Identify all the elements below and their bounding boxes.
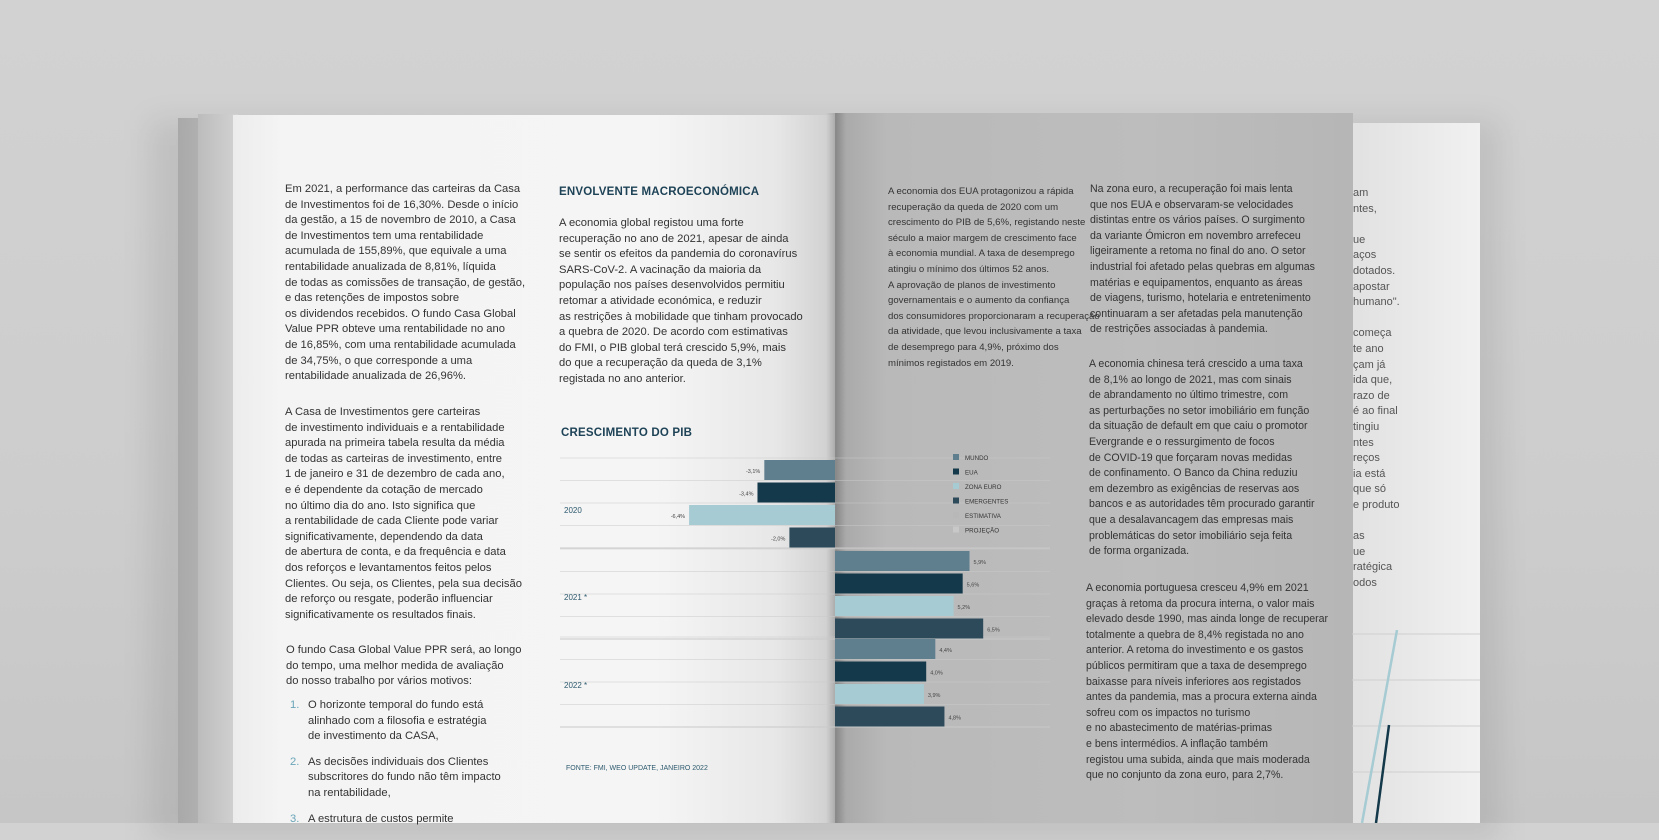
- text-line: de Investimentos foi de 16,30%. Desde o início: [285, 198, 519, 211]
- back-page-fragment: odos: [1353, 577, 1377, 589]
- list-item-line: subscritores do fundo não têm impacto: [308, 771, 501, 784]
- back-page-fragment: ia está: [1353, 467, 1386, 480]
- text-line: no último dia do ano. Isto significa que: [285, 499, 476, 512]
- text-line: de forma organizada.: [1089, 545, 1190, 558]
- list-item: [290, 812, 538, 828]
- text-line: de 8,1% ao longo de 2021, mas com sinais: [1089, 373, 1292, 386]
- back-page-fragment: ntes,: [1353, 202, 1377, 215]
- text-line: dos reforços e levantamentos feitos pelos: [285, 561, 492, 574]
- bar-value-label: 4,8%: [948, 715, 961, 722]
- legend-swatch: [953, 454, 959, 460]
- text-line: do tempo, uma melhor medida de avaliação: [286, 659, 504, 672]
- text-line: de 34,75%, o que corresponde a uma: [285, 354, 473, 367]
- text-line: significativamente os resultados finais.: [285, 608, 476, 621]
- text-line: de abertura de conta, e da frequência e data: [285, 546, 506, 559]
- text-line: os dividendos recebidos. O fundo Casa Global: [285, 307, 516, 320]
- text-line: A economia global registou uma forte: [559, 217, 744, 229]
- text-line: recuperação no ano de 2021, apesar de ainda: [559, 232, 789, 245]
- text-line: públicos permitiram que a taxa de desemprego: [1086, 659, 1307, 672]
- bar-value-label: 4,4%: [939, 648, 952, 654]
- back-page-fragment: e produto: [1353, 499, 1400, 511]
- text-line: e bens intermédios. A inflação também: [1086, 737, 1268, 750]
- list-number: 3.: [290, 812, 300, 825]
- text-line: A Casa de Investimentos gere carteiras: [285, 406, 481, 418]
- text-line: dos consumidores proporcionaram a recuperação: [888, 310, 1100, 322]
- list-item-line: alinhado com a filosofia e estratégia: [308, 714, 487, 727]
- text-line: e no abastecimento de matérias-primas: [1086, 722, 1273, 735]
- back-page-fragment: ue: [1353, 233, 1366, 246]
- list-item-line: de investimento da CASA,: [308, 730, 439, 743]
- legend-swatch: [953, 483, 959, 489]
- bar: [835, 684, 924, 704]
- bar-value-label: -2,0%: [771, 536, 786, 543]
- text-line: totalmente a quebra de 8,4% registada no ano: [1086, 628, 1304, 641]
- usa-paragraph: [888, 184, 1100, 371]
- group-label: 2021 *: [564, 593, 588, 602]
- text-line: Evergrande e o ressurgimento de focos: [1089, 435, 1275, 448]
- legend-label: PROJEÇÃO: [965, 527, 1000, 535]
- back-page-fragment: dotados.: [1353, 265, 1396, 277]
- back-page-fragment: tingiu: [1353, 421, 1380, 433]
- text-line: rentabilidade anualizada de 26,96%.: [285, 370, 467, 383]
- text-line: de viagens, turismo, hotelaria e entretenimento: [1090, 292, 1311, 305]
- text-line: se sentir os efeitos da pandemia do coronavírus: [559, 248, 798, 261]
- group-label: 2020: [564, 506, 582, 515]
- text-line: O fundo Casa Global Value PPR será, ao longo: [286, 644, 522, 656]
- list-item: [290, 698, 538, 745]
- fund-paragraph: [286, 643, 536, 690]
- back-page-chart: [1352, 630, 1480, 823]
- list-item: [290, 755, 538, 802]
- list-number: 2.: [290, 755, 300, 768]
- text-line: da situação de default em que caiu o promotor: [1089, 420, 1308, 433]
- back-page-fragment: reços: [1353, 452, 1380, 465]
- text-line: do FMI, o PIB global terá crescido 5,9%, mais: [559, 341, 786, 354]
- text-line: graças à retoma da procura interna, o valor mais: [1086, 597, 1315, 610]
- bar-value-label: 5,2%: [957, 605, 971, 611]
- text-line: Na zona euro, a recuperação foi mais lenta: [1090, 183, 1293, 195]
- text-line: de restrições associadas à pandemia.: [1090, 323, 1268, 336]
- eurozone-paragraph: [1090, 182, 1320, 338]
- legend-label: MUNDO: [965, 455, 989, 462]
- text-line: à economia mundial. A taxa de desemprego: [888, 248, 1075, 260]
- china-paragraph: [1089, 357, 1319, 560]
- text-line: registou uma subida, ainda que mais moderada: [1086, 753, 1310, 766]
- back-page-fragment: çam já: [1353, 358, 1386, 371]
- text-line: antes da pandemia, mas a procura externa ainda: [1086, 691, 1317, 704]
- legend-swatch: [953, 469, 959, 475]
- text-line: acumulada de 155,89%, que equivale a uma: [285, 245, 507, 258]
- text-line: A aprovação de planos de investimento: [888, 279, 1056, 291]
- text-line: elevado desde 1990, mas ainda longe de recuperar: [1086, 613, 1329, 626]
- text-line: de investimento individuais e a rentabilidade: [285, 421, 505, 434]
- back-page-fragment: é ao final: [1353, 405, 1398, 418]
- text-line: bancos e as autoridades têm procurado garantir: [1089, 498, 1315, 511]
- text-line: sofreu com os impactos no turismo: [1086, 706, 1251, 719]
- text-line: recuperação da queda de 2020 com um: [888, 201, 1059, 213]
- bar-value-label: 5,6%: [966, 582, 980, 589]
- text-line: em dezembro as exigências de reservas aos: [1089, 482, 1300, 495]
- text-line: distintas entre os vários países. O surgimento: [1090, 214, 1305, 227]
- page-stack-left-inner: [198, 114, 238, 823]
- text-line: século a maior margem de crescimento face: [888, 232, 1077, 244]
- text-line: da atividade, que levou inclusivamente a taxa: [888, 326, 1082, 338]
- text-line: do nosso trabalho por vários motivos:: [286, 675, 472, 688]
- text-line: Clientes. Ou seja, os Clientes, pela sua decisão: [285, 577, 522, 590]
- list-item-line: As decisões individuais dos Clientes: [308, 755, 489, 768]
- back-page-fragment: ue: [1353, 545, 1366, 558]
- list-item-line: A estrutura de custos permite: [308, 812, 454, 825]
- reasons-list: [290, 698, 538, 837]
- text-line: que a desalavancagem das empresas mais: [1089, 513, 1294, 526]
- text-line: apurada na primeira tabela resulta da média: [285, 437, 505, 450]
- bar: [835, 596, 954, 616]
- text-line: continuaram a ser afetadas pela manutenção: [1090, 307, 1303, 320]
- legend-label: EMERGENTES: [965, 498, 1009, 506]
- text-line: Em 2021, a performance das carteiras da Casa: [285, 183, 521, 195]
- back-page-fragment: as: [1353, 530, 1365, 543]
- back-page-fragment: razo de: [1353, 389, 1390, 402]
- text-line: de todas as carteiras de investimento, entre: [285, 452, 503, 465]
- intro-paragraph: [285, 182, 535, 385]
- bar: [835, 574, 963, 594]
- portfolio-paragraph: [285, 405, 535, 623]
- bar-value-label: 3,9%: [927, 693, 941, 699]
- text-line: matérias e equipamentos, enquanto as áreas: [1090, 276, 1303, 289]
- text-line: a quebra de 2020. De acordo com estimativas: [559, 326, 788, 339]
- section-heading: ENVOLVENTE MACROECONÓMICA: [559, 186, 760, 198]
- text-line: A economia chinesa terá crescido a uma taxa: [1089, 358, 1303, 370]
- text-line: de Investimentos tem uma rentabilidade: [285, 229, 484, 242]
- text-line: significativamente, dependendo da data: [285, 530, 483, 543]
- bar: [689, 505, 835, 525]
- bar: [835, 551, 970, 571]
- text-line: Value PPR obteve uma rentabilidade no ano: [285, 323, 505, 336]
- portugal-paragraph: [1086, 581, 1329, 784]
- back-page-fragment: ida que,: [1353, 374, 1393, 387]
- text-line: da gestão, a 15 de novembro de 2010, a Casa: [285, 214, 516, 227]
- back-page-fragment: que só: [1353, 483, 1387, 496]
- back-page-fragment: aços: [1353, 249, 1377, 262]
- text-line: governamentais e o aumento da confiança: [888, 295, 1070, 307]
- chart-source: FONTE: FMI, WEO UPDATE, JANEIRO 2022: [566, 765, 708, 772]
- text-line: rentabilidade anualizada de 8,81%, líquida: [285, 260, 496, 273]
- text-line: da variante Ómicron em novembro arrefeceu: [1090, 229, 1301, 242]
- back-page-fragment: te ano: [1353, 343, 1384, 355]
- back-page-fragment: ntes: [1353, 436, 1374, 449]
- bar-value-label: 4,0%: [930, 670, 943, 677]
- back-page-fragment: am: [1353, 187, 1369, 199]
- bar: [757, 483, 835, 503]
- text-line: as perturbações no setor imobiliário em função: [1089, 404, 1310, 417]
- macro-paragraph: [559, 216, 803, 388]
- text-line: crescimento do PIB de 5,6%, registando neste: [888, 217, 1086, 229]
- text-line: que nos EUA e observaram-se velocidades: [1090, 198, 1294, 211]
- text-line: de COVID-19 que forçaram novas medidas: [1089, 451, 1293, 464]
- text-line: problemáticas do setor imobiliário seja feita: [1089, 529, 1293, 542]
- back-page-fragment: ratégica: [1353, 561, 1393, 574]
- bar: [835, 639, 935, 659]
- list-item-line: O horizonte temporal do fundo está: [308, 699, 484, 711]
- bar: [789, 528, 835, 548]
- back-page-fragment: apostar: [1353, 280, 1390, 293]
- back-page-fragment: humano".: [1353, 296, 1400, 309]
- bar: [835, 707, 944, 727]
- text-line: e das retenções de impostos sobre: [285, 292, 460, 305]
- text-line: que no conjunto da zona euro, para 2,7%.: [1086, 769, 1284, 782]
- text-line: do que a recuperação da queda de 3,1%: [559, 357, 762, 370]
- text-line: de desemprego para 4,9%, próximo dos: [888, 341, 1059, 353]
- text-line: de reforço ou resgate, poderão influenciar: [285, 593, 493, 606]
- text-line: atingiu o mínimo dos últimos 52 anos.: [888, 263, 1050, 275]
- legend-label: ESTIMATIVA: [965, 513, 1001, 520]
- bar-value-label: -3,1%: [745, 469, 761, 475]
- back-page-fragment: começa: [1353, 327, 1392, 340]
- text-line: industrial foi afetado pelas quebras em algumas: [1090, 260, 1315, 273]
- text-line: SARS-CoV-2. A vacinação da maioria da: [559, 263, 762, 276]
- text-line: registada no ano anterior.: [559, 372, 686, 385]
- text-line: população nos países desenvolvidos permitiu: [559, 279, 785, 292]
- group-label: 2022 *: [564, 681, 588, 690]
- text-line: A economia portuguesa cresceu 4,9% em 2021: [1086, 582, 1309, 594]
- list-number: 1.: [290, 699, 300, 711]
- text-line: de 16,85%, com uma rentabilidade acumulada: [285, 338, 516, 351]
- text-line: ligeiramente a retoma no final do ano. O setor: [1090, 245, 1306, 258]
- text-line: de confinamento. O Banco da China reduziu: [1089, 467, 1298, 480]
- text-line: retomar a atividade económica, e reduzir: [559, 294, 762, 307]
- bar: [835, 662, 926, 682]
- list-item-line: na rentabilidade,: [308, 786, 391, 799]
- text-line: mínimos registados em 2019.: [888, 357, 1014, 369]
- text-line: baixasse para níveis inferiores aos registados: [1086, 675, 1301, 688]
- bar: [835, 619, 983, 639]
- text-line: a rentabilidade de cada Cliente pode variar: [285, 515, 499, 528]
- text-line: anterior. A retoma do investimento e os gastos: [1086, 644, 1304, 657]
- legend-label: ZONA EURO: [965, 484, 1002, 491]
- legend-swatch: [953, 498, 959, 504]
- text-line: de abrandamento no último trimestre, com: [1089, 389, 1289, 402]
- bar-value-label: 6,5%: [987, 627, 1000, 634]
- bar: [764, 460, 835, 480]
- bar-value-label: -3,4%: [739, 491, 754, 498]
- bar-value-label: 5,9%: [973, 560, 987, 566]
- text-line: 1 de janeiro e 31 de dezembro de cada ano,: [285, 468, 505, 481]
- text-line: de todas as comissões de transação, de gestão,: [285, 276, 526, 289]
- text-line: e é dependente da cotação de mercado: [285, 483, 483, 496]
- bar-value-label: -6,4%: [670, 514, 686, 520]
- text-line: A economia dos EUA protagonizou a rápida: [888, 186, 1074, 197]
- chart-heading: CRESCIMENTO DO PIB: [561, 427, 693, 439]
- legend-swatch: [953, 527, 959, 533]
- legend-label: EUA: [965, 469, 978, 477]
- gdp-chart: [560, 450, 1080, 750]
- legend-swatch: [953, 512, 959, 518]
- back-page-text: [1353, 186, 1478, 606]
- text-line: as restrições à mobilidade que tinham provocado: [559, 310, 803, 323]
